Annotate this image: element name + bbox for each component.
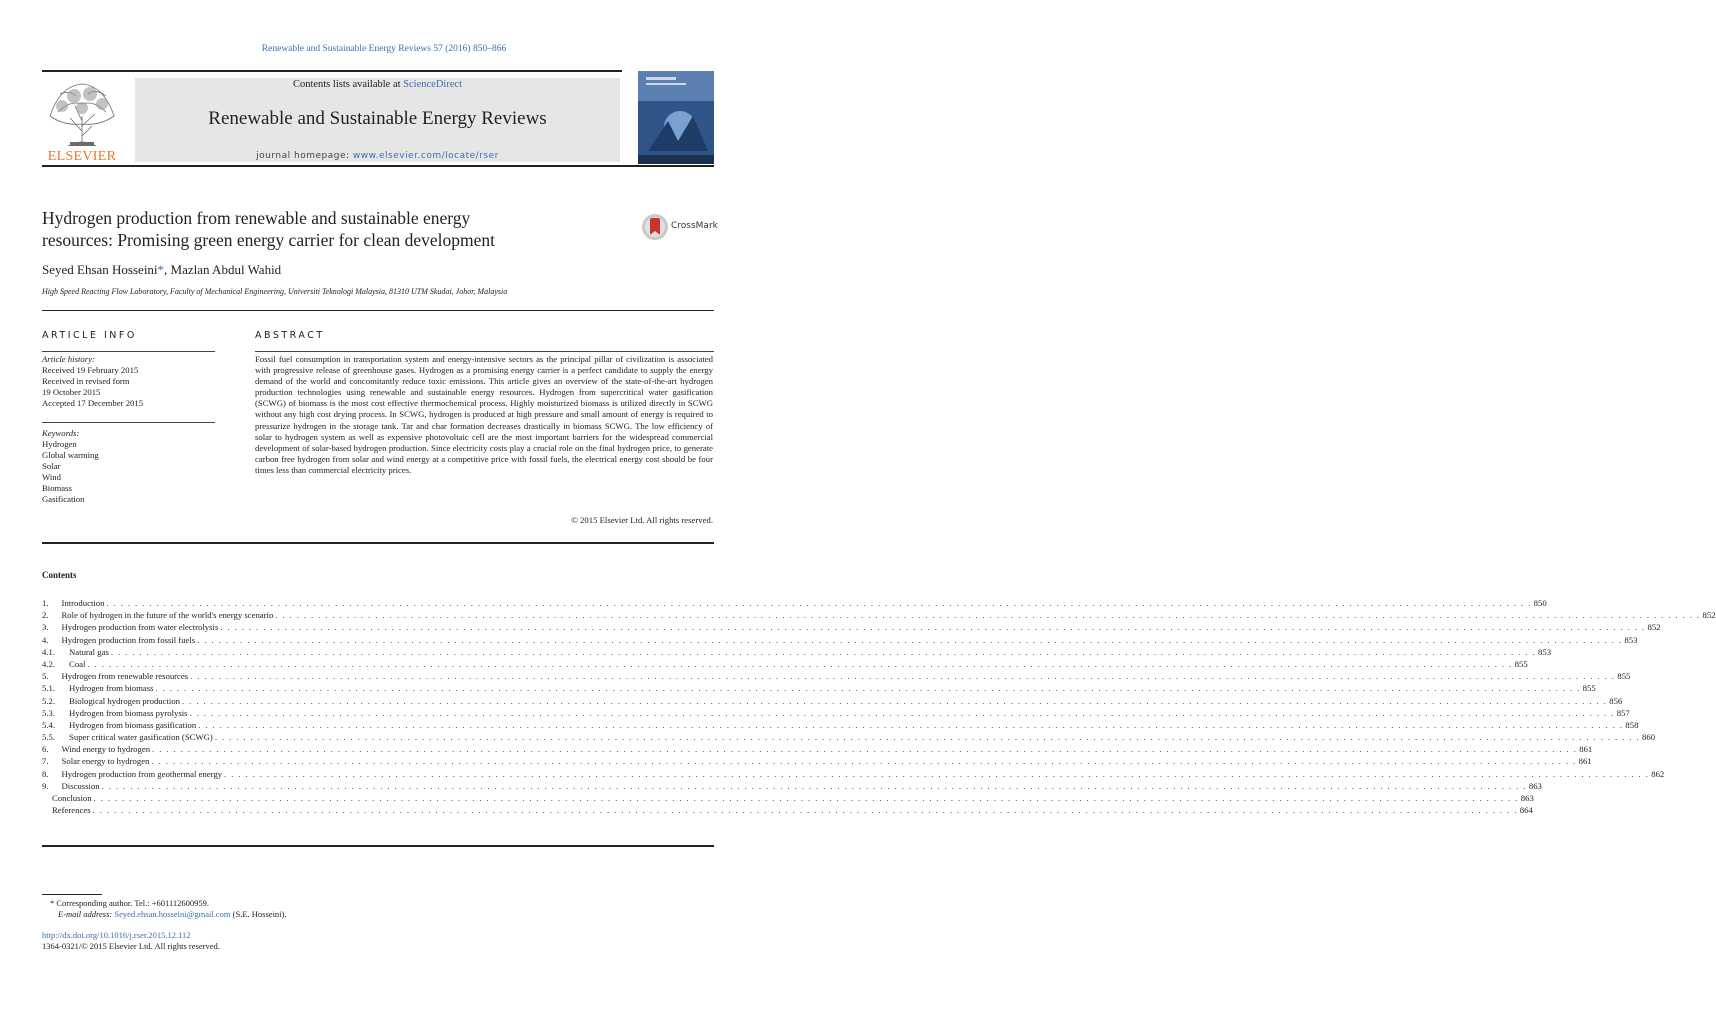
- abstract-heading: ABSTRACT: [255, 330, 325, 341]
- toc-number: 2.: [42, 610, 49, 621]
- contents-prefix: Contents lists available at: [292, 79, 404, 90]
- email-label: E-mail address:: [58, 909, 115, 919]
- homepage-link[interactable]: www.elsevier.com/locate/rser: [352, 151, 499, 161]
- toc-entry[interactable]: [42, 768, 1665, 780]
- toc-entry[interactable]: [42, 792, 1534, 804]
- toc-entry[interactable]: [42, 755, 1592, 767]
- toc-number: 6.: [42, 744, 49, 755]
- corresponding-author-note: * Corresponding author. Tel.: +601112600959.: [50, 898, 209, 908]
- crossmark-badge[interactable]: [641, 212, 721, 242]
- toc-title[interactable]: Biological hydrogen production: [69, 695, 181, 706]
- toc-number: 5.2.: [42, 695, 56, 706]
- toc-number: 5.3.: [42, 707, 56, 718]
- article-info-rule: [42, 351, 215, 352]
- keywords-list: [42, 428, 217, 505]
- table-of-contents: [42, 597, 1716, 816]
- toc-page-number[interactable]: 855: [1617, 671, 1631, 682]
- toc-page-number[interactable]: 858: [1625, 719, 1639, 730]
- keywords-label: Keywords:: [42, 428, 80, 438]
- footnote: [50, 898, 287, 920]
- toc-page-number[interactable]: 863: [1528, 780, 1542, 791]
- toc-page-number[interactable]: 855: [1514, 658, 1528, 669]
- toc-title[interactable]: Hydrogen from renewable resources: [61, 671, 189, 682]
- toc-number: 5.1.: [42, 683, 56, 694]
- history-line: Accepted 17 December 2015: [42, 398, 144, 408]
- toc-page-number[interactable]: 856: [1609, 695, 1623, 706]
- contents-availability: [135, 79, 620, 90]
- sciencedirect-link[interactable]: ScienceDirect: [403, 79, 463, 90]
- footnote-rule: [42, 894, 102, 895]
- keyword-item: Biomass: [42, 483, 72, 493]
- contents-top-rule: [42, 542, 714, 544]
- toc-entry[interactable]: [42, 646, 1552, 658]
- toc-page-number[interactable]: 853: [1538, 646, 1552, 657]
- toc-entry[interactable]: [42, 609, 1716, 621]
- toc-leader-dots: . . . . . . . . . . . . . . . . . . . . . . . . . . . . . . . . . . . . . . . . . . . . . . . . . . . . . . . . . . . . . . . . . . . . . . . . . . . . . . . . . . . . . . . . . . . . . . . . . . . . . . . . . . . . . . . . . . . . . . . . . . . . . . . . . . . . . . . . . . . . . . . . . . . . . . . . . . . . . . . . . . . . . . . . . . . . . . . . . . . . . . . . . . . . . . . . . . . . . . . .: [92, 805, 1518, 816]
- journal-citation[interactable]: Renewable and Sustainable Energy Reviews 57 (2016) 850–866: [261, 44, 507, 54]
- toc-number: 9.: [42, 780, 49, 791]
- header-top-rule: [42, 70, 622, 72]
- keyword-item: Gasification: [42, 494, 85, 504]
- toc-title[interactable]: Super critical water gasification (SCWG): [69, 732, 213, 743]
- toc-title[interactable]: Hydrogen production from fossil fuels: [61, 634, 196, 645]
- toc-number: 5.5.: [42, 732, 56, 743]
- toc-leader-dots: . . . . . . . . . . . . . . . . . . . . . . . . . . . . . . . . . . . . . . . . . . . . . . . . . . . . . . . . . . . . . . . . . . . . . . . . . . . . . . . . . . . . . . . . . . . . . . . . . . . . . . . . . . . . . . . . . . . . . . . . . . . . . . . . . . . . . . . . . . . . . . . . . . . . . . . . . . . . . . . . . . . . . . . . . . . . . . . . . . . . . . . . . . . . . . . . . . . . . . . .: [198, 719, 1624, 730]
- publisher-name: ELSEVIER: [47, 149, 117, 164]
- author-hosseini[interactable]: Seyed Ehsan Hosseini: [42, 262, 158, 277]
- toc-number: 1.: [42, 598, 49, 608]
- toc-number: 8.: [42, 768, 49, 779]
- toc-title[interactable]: Hydrogen from biomass: [69, 683, 154, 694]
- contents-heading: Contents: [42, 570, 77, 580]
- toc-leader-dots: . . . . . . . . . . . . . . . . . . . . . . . . . . . . . . . . . . . . . . . . . . . . . . . . . . . . . . . . . . . . . . . . . . . . . . . . . . . . . . . . . . . . . . . . . . . . . . . . . . . . . . . . . . . . . . . . . . . . . . . . . . . . . . . . . . . . . . . . . . . . . . . . . . . . . . . . . . . . . . . . . . . . . . . . . . . . . . . . . . . . . . . . . . . . . . . . . . . . . . . .: [152, 744, 1578, 755]
- journal-title: Renewable and Sustainable Energy Reviews: [208, 108, 547, 129]
- article-title-line-1: Hydrogen production from renewable and sustainable energy: [42, 208, 471, 228]
- crossmark-icon: [641, 212, 669, 242]
- history-line: 19 October 2015: [42, 387, 101, 397]
- toc-title[interactable]: Hydrogen from biomass gasification: [69, 719, 197, 730]
- toc-leader-dots: . . . . . . . . . . . . . . . . . . . . . . . . . . . . . . . . . . . . . . . . . . . . . . . . . . . . . . . . . . . . . . . . . . . . . . . . . . . . . . . . . . . . . . . . . . . . . . . . . . . . . . . . . . . . . . . . . . . . . . . . . . . . . . . . . . . . . . . . . . . . . . . . . . . . . . . . . . . . . . . . . . . . . . . . . . . . . . . . . . . . . . . . . . . . . . . . . . . . . . . .: [275, 610, 1701, 621]
- toc-page-number[interactable]: 855: [1582, 683, 1596, 694]
- toc-title[interactable]: Solar energy to hydrogen: [61, 756, 150, 767]
- toc-title[interactable]: Hydrogen production from geothermal energy: [61, 768, 223, 779]
- author-separator: ,: [164, 262, 171, 277]
- toc-leader-dots: . . . . . . . . . . . . . . . . . . . . . . . . . . . . . . . . . . . . . . . . . . . . . . . . . . . . . . . . . . . . . . . . . . . . . . . . . . . . . . . . . . . . . . . . . . . . . . . . . . . . . . . . . . . . . . . . . . . . . . . . . . . . . . . . . . . . . . . . . . . . . . . . . . . . . . . . . . . . . . . . . . . . . . . . . . . . . . . . . . . . . . . . . . . . . . . . . . . . . . . .: [87, 658, 1513, 669]
- abstract-copyright: © 2015 Elsevier Ltd. All rights reserved.: [571, 515, 713, 525]
- keyword-item: Hydrogen: [42, 439, 77, 449]
- article-history: [42, 354, 217, 409]
- abstract-rule: [255, 351, 714, 352]
- toc-leader-dots: . . . . . . . . . . . . . . . . . . . . . . . . . . . . . . . . . . . . . . . . . . . . . . . . . . . . . . . . . . . . . . . . . . . . . . . . . . . . . . . . . . . . . . . . . . . . . . . . . . . . . . . . . . . . . . . . . . . . . . . . . . . . . . . . . . . . . . . . . . . . . . . . . . . . . . . . . . . . . . . . . . . . . . . . . . . . . . . . . . . . . . . . . . . . . . . . . . . . . . . .: [197, 634, 1623, 645]
- toc-entry[interactable]: [42, 731, 1656, 743]
- author-list: [42, 262, 281, 278]
- email-line: [50, 909, 287, 920]
- toc-page-number[interactable]: 857: [1616, 707, 1630, 718]
- toc-entry[interactable]: [42, 597, 1547, 609]
- toc-title[interactable]: Conclusion: [52, 793, 92, 803]
- affiliation: High Speed Reacting Flow Laboratory, Faculty of Mechanical Engineering, Universiti Teknologi Malaysia, 81310 UTM Skudai, Johor, Malaysia: [42, 287, 508, 296]
- toc-entry[interactable]: [42, 658, 1528, 670]
- toc-leader-dots: . . . . . . . . . . . . . . . . . . . . . . . . . . . . . . . . . . . . . . . . . . . . . . . . . . . . . . . . . . . . . . . . . . . . . . . . . . . . . . . . . . . . . . . . . . . . . . . . . . . . . . . . . . . . . . . . . . . . . . . . . . . . . . . . . . . . . . . . . . . . . . . . . . . . . . . . . . . . . . . . . . . . . . . . . . . . . . . . . . . . . . . . . . . . . . . . . . . . . . . .: [110, 646, 1537, 657]
- toc-entry[interactable]: [42, 634, 1638, 646]
- toc-page-number[interactable]: 852: [1647, 622, 1661, 633]
- homepage-label: journal homepage:: [256, 151, 353, 161]
- toc-entry[interactable]: [42, 719, 1639, 731]
- toc-title[interactable]: Coal: [69, 658, 86, 669]
- keyword-item: Solar: [42, 461, 61, 471]
- toc-entry[interactable]: [42, 743, 1593, 755]
- toc-title[interactable]: Role of hydrogen in the future of the world's energy scenario: [61, 610, 274, 621]
- contents-bottom-rule: [42, 845, 714, 847]
- toc-number: 5.4.: [42, 719, 56, 730]
- keywords-rule: [42, 422, 215, 423]
- article-title-line-2: resources: Promising green energy carrier for clean development: [42, 230, 496, 250]
- toc-number: 4.2.: [42, 658, 56, 669]
- history-label: Article history:: [42, 354, 95, 364]
- corresponding-author-mark[interactable]: *: [157, 262, 165, 277]
- author-wahid[interactable]: Mazlan Abdul Wahid: [170, 262, 282, 277]
- toc-entry[interactable]: [42, 804, 1533, 816]
- toc-leader-dots: . . . . . . . . . . . . . . . . . . . . . . . . . . . . . . . . . . . . . . . . . . . . . . . . . . . . . . . . . . . . . . . . . . . . . . . . . . . . . . . . . . . . . . . . . . . . . . . . . . . . . . . . . . . . . . . . . . . . . . . . . . . . . . . . . . . . . . . . . . . . . . . . . . . . . . . . . . . . . . . . . . . . . . . . . . . . . . . . . . . . . . . . . . . . . . . . . . . . . . . .: [224, 768, 1650, 779]
- email-suffix: (S.E. Hosseini).: [230, 909, 287, 919]
- toc-page-number[interactable]: 853: [1624, 634, 1638, 645]
- toc-leader-dots: . . . . . . . . . . . . . . . . . . . . . . . . . . . . . . . . . . . . . . . . . . . . . . . . . . . . . . . . . . . . . . . . . . . . . . . . . . . . . . . . . . . . . . . . . . . . . . . . . . . . . . . . . . . . . . . . . . . . . . . . . . . . . . . . . . . . . . . . . . . . . . . . . . . . . . . . . . . . . . . . . . . . . . . . . . . . . . . . . . . . . . . . . . . . . . . . . . . . . . . .: [101, 780, 1527, 791]
- toc-entry[interactable]: [42, 670, 1631, 682]
- toc-page-number[interactable]: 852: [1702, 610, 1716, 621]
- article-title: [42, 207, 622, 251]
- toc-title[interactable]: References: [52, 805, 91, 816]
- toc-title[interactable]: Hydrogen from biomass pyrolysis: [69, 707, 188, 718]
- toc-leader-dots: . . . . . . . . . . . . . . . . . . . . . . . . . . . . . . . . . . . . . . . . . . . . . . . . . . . . . . . . . . . . . . . . . . . . . . . . . . . . . . . . . . . . . . . . . . . . . . . . . . . . . . . . . . . . . . . . . . . . . . . . . . . . . . . . . . . . . . . . . . . . . . . . . . . . . . . . . . . . . . . . . . . . . . . . . . . . . . . . . . . . . . . . . . . . . . . . . . . . . . . .: [93, 793, 1519, 803]
- toc-title[interactable]: Wind energy to hydrogen: [61, 744, 151, 755]
- email-link[interactable]: Seyed.ehsan.hosseini@gmail.com: [114, 909, 231, 919]
- toc-leader-dots: . . . . . . . . . . . . . . . . . . . . . . . . . . . . . . . . . . . . . . . . . . . . . . . . . . . . . . . . . . . . . . . . . . . . . . . . . . . . . . . . . . . . . . . . . . . . . . . . . . . . . . . . . . . . . . . . . . . . . . . . . . . . . . . . . . . . . . . . . . . . . . . . . . . . . . . . . . . . . . . . . . . . . . . . . . . . . . . . . . . . . . . . . . . . . . . . . . . . . . . .: [214, 732, 1640, 743]
- toc-title[interactable]: Natural gas: [69, 646, 109, 657]
- toc-entry[interactable]: [42, 707, 1630, 719]
- toc-page-number[interactable]: 861: [1578, 756, 1592, 767]
- crossmark-label: CrossMark: [671, 221, 718, 231]
- toc-leader-dots: . . . . . . . . . . . . . . . . . . . . . . . . . . . . . . . . . . . . . . . . . . . . . . . . . . . . . . . . . . . . . . . . . . . . . . . . . . . . . . . . . . . . . . . . . . . . . . . . . . . . . . . . . . . . . . . . . . . . . . . . . . . . . . . . . . . . . . . . . . . . . . . . . . . . . . . . . . . . . . . . . . . . . . . . . . . . . . . . . . . . . . . . . . . . . . . . . . . . . . . .: [190, 671, 1616, 682]
- toc-page-number[interactable]: 863: [1520, 793, 1534, 803]
- journal-cover-image: [638, 71, 714, 164]
- keyword-item: Wind: [42, 472, 61, 482]
- toc-leader-dots: . . . . . . . . . . . . . . . . . . . . . . . . . . . . . . . . . . . . . . . . . . . . . . . . . . . . . . . . . . . . . . . . . . . . . . . . . . . . . . . . . . . . . . . . . . . . . . . . . . . . . . . . . . . . . . . . . . . . . . . . . . . . . . . . . . . . . . . . . . . . . . . . . . . . . . . . . . . . . . . . . . . . . . . . . . . . . . . . . . . . . . . . . . . . . . . . . . . . . . . .: [151, 756, 1577, 767]
- article-info-heading: ARTICLE INFO: [42, 330, 137, 341]
- toc-page-number[interactable]: 862: [1651, 768, 1665, 779]
- toc-title[interactable]: Introduction: [61, 598, 105, 608]
- toc-number: 4.1.: [42, 646, 56, 657]
- keyword-item: Global warming: [42, 450, 99, 460]
- toc-number: 3.: [42, 622, 49, 633]
- toc-number: 7.: [42, 756, 49, 767]
- toc-title[interactable]: Hydrogen production from water electrolysis: [61, 622, 219, 633]
- toc-leader-dots: . . . . . . . . . . . . . . . . . . . . . . . . . . . . . . . . . . . . . . . . . . . . . . . . . . . . . . . . . . . . . . . . . . . . . . . . . . . . . . . . . . . . . . . . . . . . . . . . . . . . . . . . . . . . . . . . . . . . . . . . . . . . . . . . . . . . . . . . . . . . . . . . . . . . . . . . . . . . . . . . . . . . . . . . . . . . . . . . . . . . . . . . . . . . . . . . . . . . . . . .: [155, 683, 1581, 694]
- toc-number: 4.: [42, 634, 49, 645]
- history-line: Received in revised form: [42, 376, 130, 386]
- abstract-text: Fossil fuel consumption in transportation system and energy-intensive sectors as the principal pillar of civilization is associated with progressive release of greenhouse gases. Hydrogen as a promising energy carrier is a perfect candidate to supply the energy demand of the world and concomitantly reduce toxic emissions. This article gives an overview of the state-of-the-art hydrogen production technologies using renewable and sustainable energy resources. Hydrogen from supercritical water gasification (SCWG) of biomass is the most cost effective thermochemical process. Highly moisturized biomass is utilized directly in SCWG without any high cost drying process. In SCWG, hydrogen is produced at high pressure and small amount of energy is required to pressurize hydrogen in the storage tank. Tar and char formation decreases drastically in biomass SCWG. The low efficiency of solar to hydrogen system as well as expensive photovoltaic cell are the most important barriers for the widespread commercial development of solar-based hydrogen production. Since electricity costs play a crucial role on the final hydrogen price, to generate carbon free hydrogen from solar and wind energy at a competitive price with fossil fuels, the electrical energy cost should be four times less than commercial electricity prices.: [255, 354, 713, 475]
- toc-entry[interactable]: [42, 695, 1623, 707]
- header-bottom-rule: [42, 165, 714, 167]
- toc-title[interactable]: Discussion: [61, 780, 100, 791]
- doi-link[interactable]: http://dx.doi.org/10.1016/j.rser.2015.12.112: [42, 930, 191, 940]
- toc-page-number[interactable]: 850: [1533, 598, 1547, 608]
- info-top-rule: [42, 310, 714, 311]
- toc-page-number[interactable]: 860: [1642, 732, 1656, 743]
- toc-leader-dots: . . . . . . . . . . . . . . . . . . . . . . . . . . . . . . . . . . . . . . . . . . . . . . . . . . . . . . . . . . . . . . . . . . . . . . . . . . . . . . . . . . . . . . . . . . . . . . . . . . . . . . . . . . . . . . . . . . . . . . . . . . . . . . . . . . . . . . . . . . . . . . . . . . . . . . . . . . . . . . . . . . . . . . . . . . . . . . . . . . . . . . . . . . . . . . . . . . . . . . . .: [106, 598, 1532, 608]
- toc-leader-dots: . . . . . . . . . . . . . . . . . . . . . . . . . . . . . . . . . . . . . . . . . . . . . . . . . . . . . . . . . . . . . . . . . . . . . . . . . . . . . . . . . . . . . . . . . . . . . . . . . . . . . . . . . . . . . . . . . . . . . . . . . . . . . . . . . . . . . . . . . . . . . . . . . . . . . . . . . . . . . . . . . . . . . . . . . . . . . . . . . . . . . . . . . . . . . . . . . . . . . . . .: [189, 707, 1615, 718]
- toc-entry[interactable]: [42, 621, 1661, 633]
- toc-entry[interactable]: [42, 780, 1542, 792]
- history-line: Received 19 February 2015: [42, 365, 139, 375]
- journal-homepage: [135, 151, 620, 161]
- toc-entry[interactable]: [42, 682, 1596, 694]
- toc-leader-dots: . . . . . . . . . . . . . . . . . . . . . . . . . . . . . . . . . . . . . . . . . . . . . . . . . . . . . . . . . . . . . . . . . . . . . . . . . . . . . . . . . . . . . . . . . . . . . . . . . . . . . . . . . . . . . . . . . . . . . . . . . . . . . . . . . . . . . . . . . . . . . . . . . . . . . . . . . . . . . . . . . . . . . . . . . . . . . . . . . . . . . . . . . . . . . . . . . . . . . . . .: [220, 622, 1646, 633]
- toc-number: 5.: [42, 671, 49, 682]
- toc-page-number[interactable]: 861: [1579, 744, 1593, 755]
- toc-leader-dots: . . . . . . . . . . . . . . . . . . . . . . . . . . . . . . . . . . . . . . . . . . . . . . . . . . . . . . . . . . . . . . . . . . . . . . . . . . . . . . . . . . . . . . . . . . . . . . . . . . . . . . . . . . . . . . . . . . . . . . . . . . . . . . . . . . . . . . . . . . . . . . . . . . . . . . . . . . . . . . . . . . . . . . . . . . . . . . . . . . . . . . . . . . . . . . . . . . . . . . . .: [182, 695, 1608, 706]
- toc-page-number[interactable]: 864: [1519, 805, 1533, 816]
- issn-copyright: 1364-0321/© 2015 Elsevier Ltd. All rights reserved.: [42, 941, 220, 951]
